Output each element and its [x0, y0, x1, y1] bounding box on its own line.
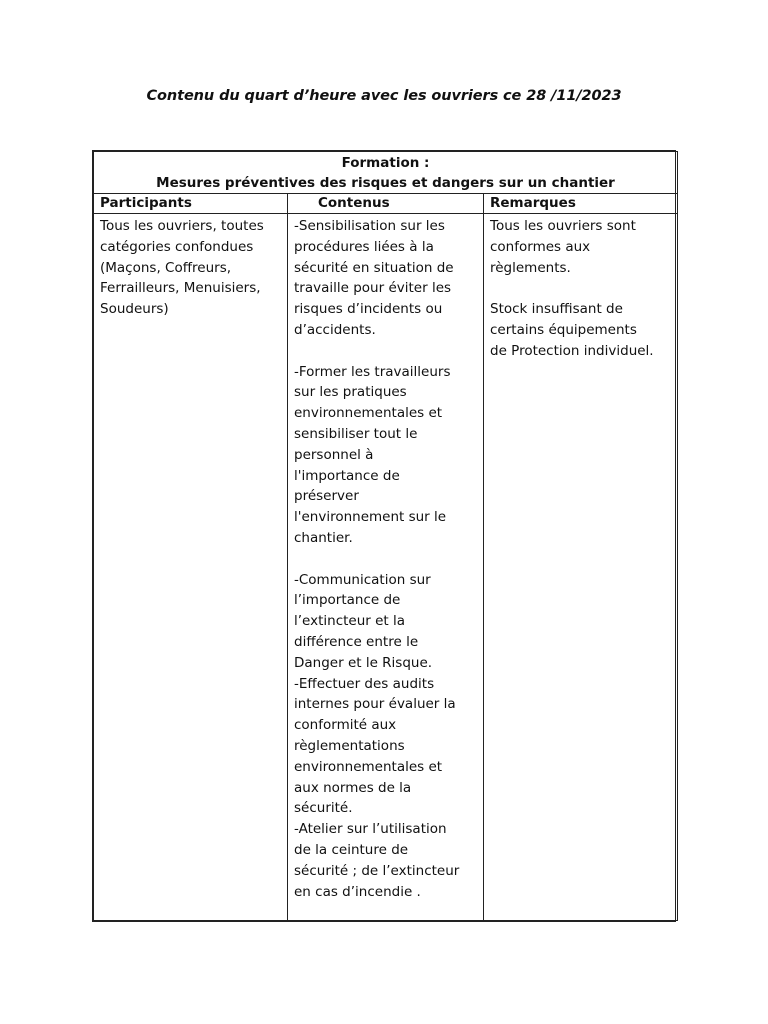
formation-table: [92, 150, 676, 922]
contenus-cell: [288, 214, 484, 921]
contenu-item: -Sensibilisation sur les procédures liées à la sécurité en situation de travaille pour éviter les risques d’incidents ou d’accidents.: [294, 218, 454, 338]
remarques-cell: [484, 214, 678, 921]
contenu-item: -Atelier sur l’utilisation de la ceinture de sécurité ; de l’extincteur en cas d’incendie .: [294, 821, 460, 900]
table-caption: [94, 152, 678, 194]
remarque-item: Stock insuffisant de certains équipements de Protection individuel.: [490, 301, 654, 359]
header-contenus: Contenus: [288, 194, 484, 214]
header-participants: Participants: [94, 194, 288, 214]
document-title: Contenu du quart d’heure avec les ouvriers ce 28 /11/2023: [146, 88, 622, 104]
caption-line-2: Mesures préventives des risques et dangers sur un chantier: [156, 175, 615, 191]
contenu-item: -Effectuer des audits internes pour évaluer la conformité aux règlementations environnementales et aux normes de la sécurité.: [294, 675, 456, 817]
participants-cell: [94, 214, 288, 921]
contenu-item: -Former les travailleurs sur les pratiques environnementales et sensibiliser tout le personnel à l'importance de préserver l'environnement sur le chantier.: [294, 363, 451, 546]
contenu-item: -Communication sur l’importance de l’extincteur et la différence entre le Danger et le Risque.: [294, 571, 433, 671]
caption-line-1: Formation :: [341, 155, 430, 171]
remarque-item: Tous les ouvriers sont conformes aux règlements.: [490, 218, 636, 276]
participants-text: Tous les ouvriers, toutes catégories confondues (Maçons, Coffreurs, Ferrailleurs, Menuisiers, Soudeurs): [100, 218, 264, 318]
header-remarques: Remarques: [484, 194, 678, 214]
